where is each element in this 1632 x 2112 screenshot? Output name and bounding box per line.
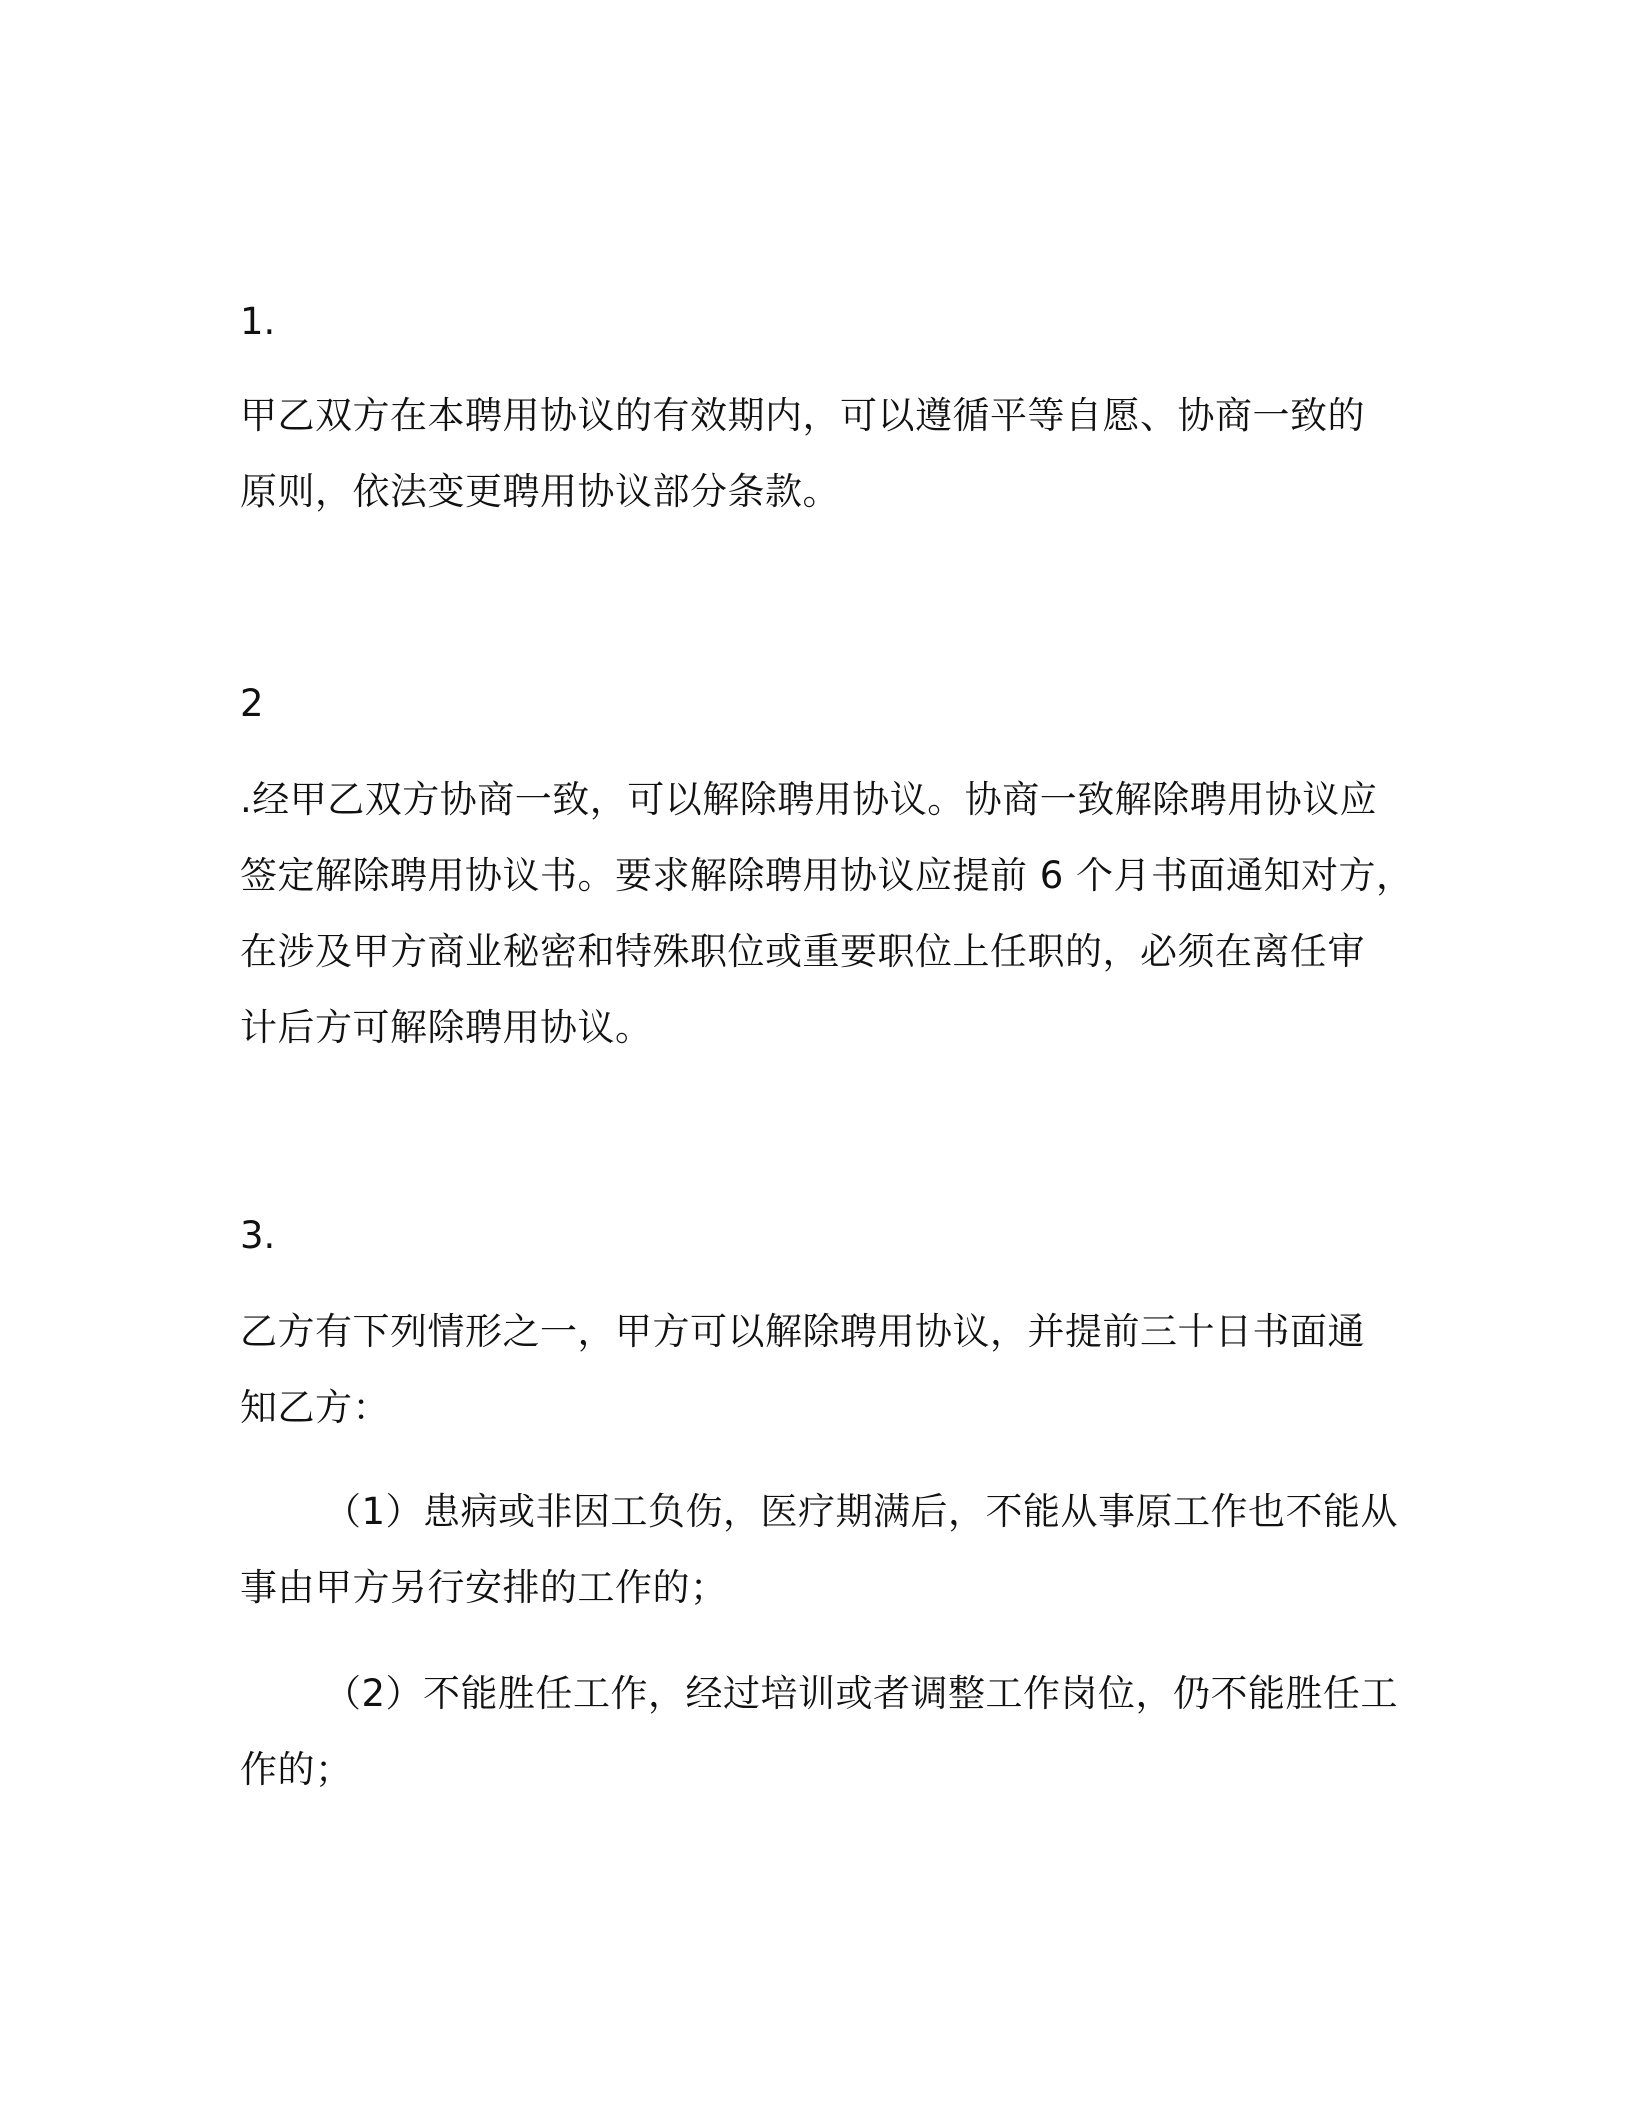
section-1-line-2: 原则，依法变更聘用协议部分条款。 <box>240 470 840 513</box>
section-1-text <box>240 378 1380 530</box>
section-3-line-1: 乙方有下列情形之一，甲方可以解除聘用协议，并提前三十日书面通 <box>240 1310 1365 1353</box>
section-1-line-1: 甲乙双方在本聘用协议的有效期内，可以遵循平等自愿、协商一致的 <box>240 394 1365 437</box>
section-2-line-3: 在涉及甲方商业秘密和特殊职位或重要职位上任职的，必须在离任审 <box>240 930 1365 973</box>
section-1-number: 1. <box>240 300 276 343</box>
section-2-number: 2 <box>240 682 264 725</box>
section-3-item-1 <box>240 1474 1399 1626</box>
item-1-line-2: 事由甲方另行安排的工作的； <box>240 1566 728 1609</box>
section-2-line-1: .经甲乙双方协商一致，可以解除聘用协议。协商一致解除聘用协议应 <box>240 778 1378 821</box>
item-2-line-1: （2）不能胜任工作，经过培训或者调整工作岗位，仍不能胜任工 <box>324 1672 1399 1715</box>
section-2-line-4: 计后方可解除聘用协议。 <box>240 1006 653 1049</box>
section-2-text <box>240 762 1414 1066</box>
item-1-line-1: （1）患病或非因工负伤，医疗期满后，不能从事原工作也不能从 <box>324 1490 1399 1533</box>
section-2-line-2: 签定解除聘用协议书。要求解除聘用协议应提前 6 个月书面通知对方， <box>240 854 1414 897</box>
item-2-line-2: 作的； <box>240 1748 353 1791</box>
section-3-number: 3. <box>240 1214 276 1257</box>
section-3-text <box>240 1294 1380 1446</box>
section-3-line-2: 知乙方： <box>240 1386 390 1429</box>
section-3-item-2 <box>240 1656 1399 1808</box>
